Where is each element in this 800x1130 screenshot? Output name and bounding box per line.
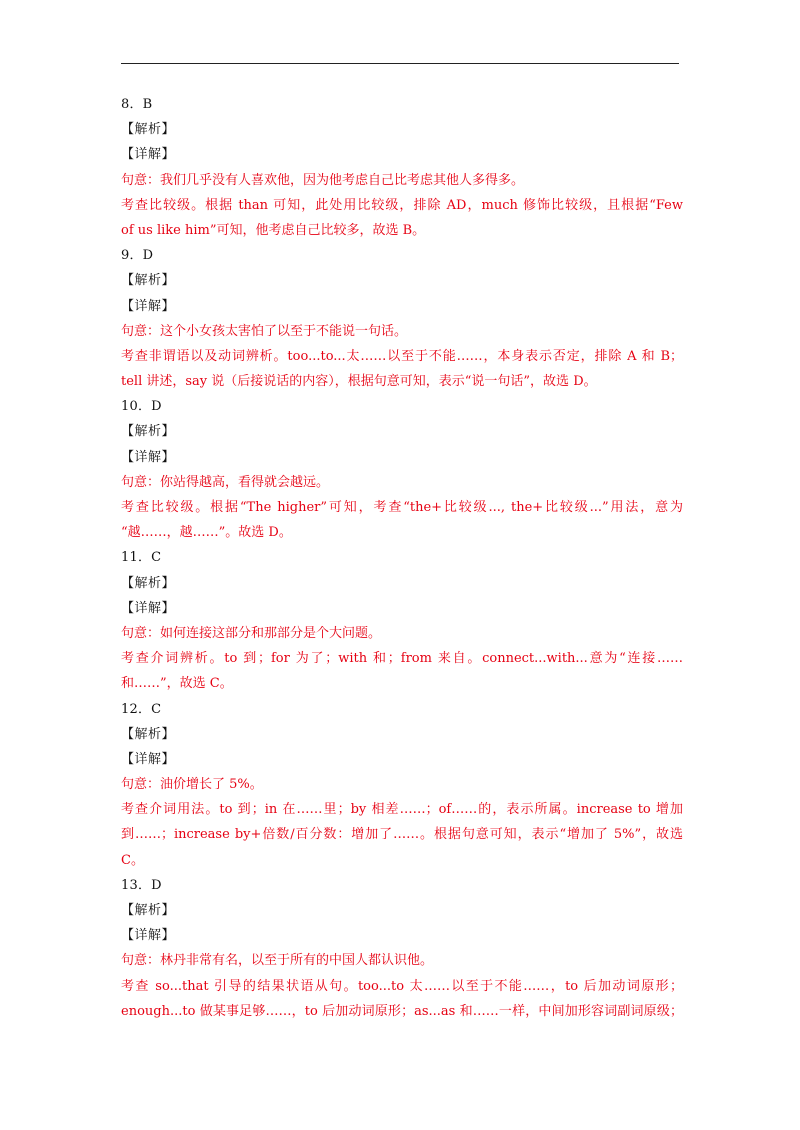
answer-number: 12．C <box>121 701 162 717</box>
answer-number: 10．D <box>121 399 162 415</box>
meaning-line: 句意：我们几乎没有人喜欢他，因为他考虑自己比考虑其他人多得多。 <box>121 172 525 188</box>
detail-label: 【详解】 <box>121 298 176 314</box>
analysis-label: 【解析】 <box>121 424 176 440</box>
answer-number: 11．C <box>121 550 162 566</box>
detail-label: 【详解】 <box>121 147 176 163</box>
analysis-label: 【解析】 <box>121 726 176 742</box>
analysis-label: 【解析】 <box>121 122 176 138</box>
explanation-line: 考查介词用法。to 到；in 在……里；by 相差……；of……的，表示所属。increase to 增加 <box>121 802 683 818</box>
explanation-line: tell 讲述，say 说（后接说话的内容），根据句意可知，表示“说一句话”，故选 D。 <box>121 374 597 390</box>
meaning-line: 句意：你站得越高，看得就会越远。 <box>121 474 330 490</box>
explanation-line: 考查介词辨析。to 到；for 为了；with 和；from 来自。connect...with...意为“连接…… <box>121 651 683 667</box>
answer-explanations <box>121 92 683 1024</box>
meaning-line: 句意：油价增长了 5%。 <box>121 777 263 793</box>
answer-number: 9．D <box>121 248 154 264</box>
explanation-line: 考查 so...that 引导的结果状语从句。too...to 太……以至于不能……，to 后加动词原形； <box>121 978 683 994</box>
detail-label: 【详解】 <box>121 600 176 616</box>
detail-label: 【详解】 <box>121 928 176 944</box>
explanation-line: 考查非谓语以及动词辨析。too...to...太……以至于不能……，本身表示否定，排除 A 和 B； <box>121 348 683 364</box>
meaning-line: 句意：林丹非常有名，以至于所有的中国人都认识他。 <box>121 953 434 969</box>
explanation-line: of us like him”可知，他考虑自己比较多，故选 B。 <box>121 222 426 238</box>
explanation-line: C。 <box>121 852 144 868</box>
analysis-label: 【解析】 <box>121 903 176 918</box>
meaning-line: 句意：这个小女孩太害怕了以至于不能说一句话。 <box>121 323 408 339</box>
detail-label: 【详解】 <box>121 449 176 465</box>
explanation-line: 考查比较级。根据 than 可知，此处用比较级，排除 AD，much 修饰比较级，且根据“Few <box>121 197 683 213</box>
explanation-line: 和……”，故选 C。 <box>121 676 233 692</box>
meaning-line: 句意：如何连接这部分和那部分是个大问题。 <box>121 625 382 641</box>
header-rule <box>121 63 679 64</box>
answer-number: 13．D <box>121 877 162 893</box>
explanation-line: 考查比较级。根据“The higher”可知，考查“the+比较级..., the+比较级...”用法，意为 <box>121 500 683 515</box>
explanation-line: enough...to 做某事足够……，to 后加动词原形；as...as 和……一样，中间加形容词副词原级； <box>121 1003 683 1019</box>
analysis-label: 【解析】 <box>121 575 176 591</box>
analysis-label: 【解析】 <box>121 273 176 289</box>
explanation-line: “越……，越……”。故选 D。 <box>121 525 292 541</box>
answer-number: 8．B <box>121 97 153 112</box>
explanation-line: 到……；increase by+倍数/百分数：增加了……。根据句意可知，表示“增加了 5%”，故选 <box>121 827 683 843</box>
detail-label: 【详解】 <box>121 751 176 767</box>
